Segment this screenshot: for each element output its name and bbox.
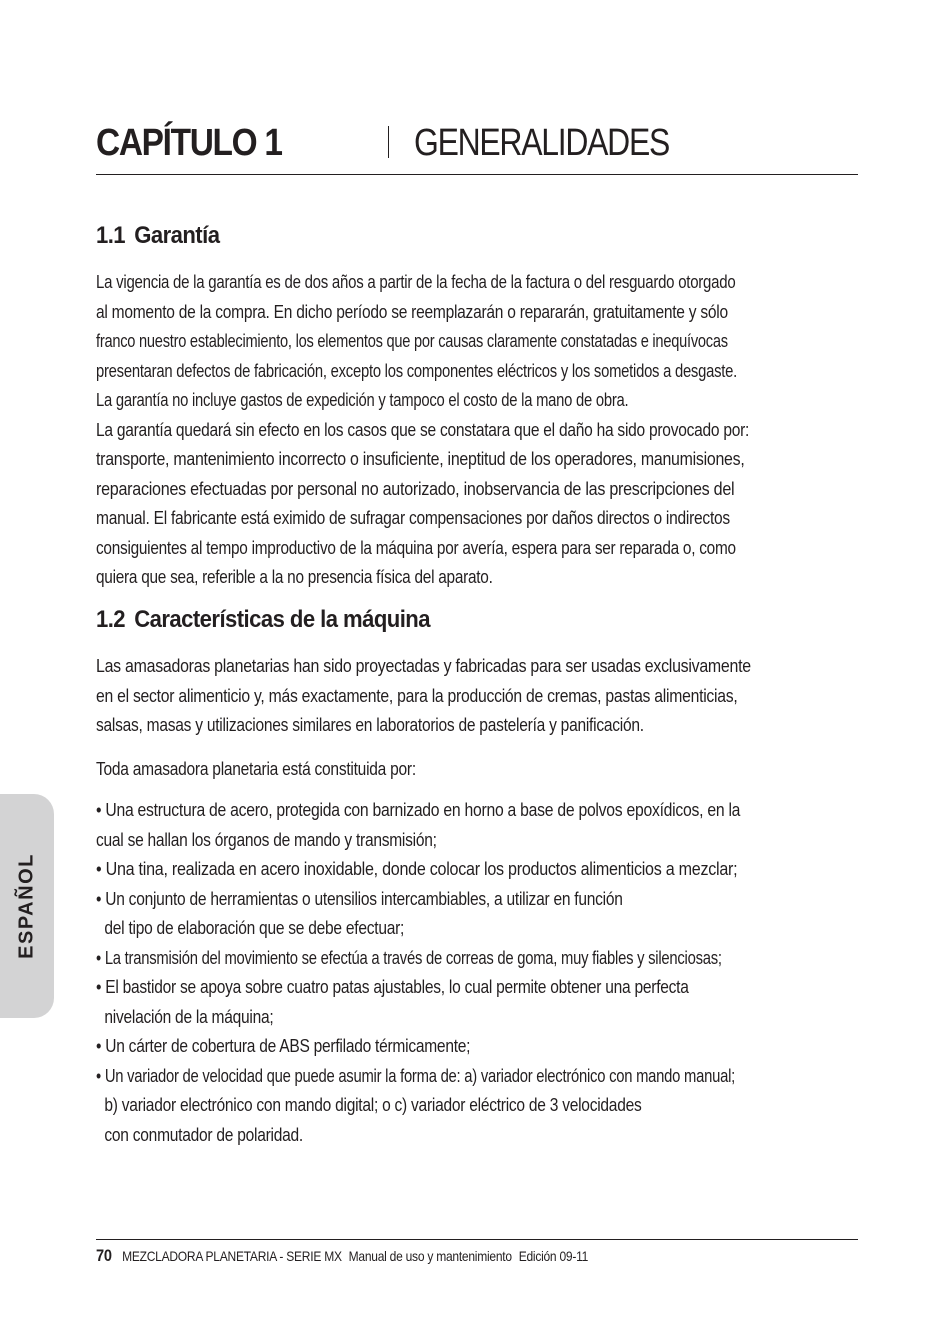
- language-tab-label: ESPAÑOL: [15, 853, 38, 959]
- text-line: Las amasadoras planetarias han sido proyectadas y fabricadas para ser usadas exclusivamente: [96, 655, 751, 676]
- caracteristicas-lead: [96, 754, 858, 784]
- caracteristicas-intro: [96, 651, 858, 740]
- section-heading-garantia: [96, 222, 219, 250]
- footer-edition: Edición 09-11: [518, 1248, 589, 1264]
- list-item: • El bastidor se apoya sobre cuatro patas ajustables, lo cual permite obtener una perfecta: [96, 976, 689, 997]
- list-item: • La transmisión del movimiento se efectúa a través de correas de goma, muy fiables y silenciosas;: [96, 946, 722, 968]
- text-line: presentaran defectos de fabricación, excepto los componentes eléctricos y los sometidos a desgaste.: [96, 359, 737, 381]
- chapter-label: CAPÍTULO 1: [96, 122, 282, 164]
- page-number: 70: [96, 1246, 112, 1265]
- page-footer: [96, 1239, 858, 1265]
- chapter-header: [96, 118, 858, 175]
- section-title: Garantía: [134, 222, 220, 249]
- text-line: manual. El fabricante está eximido de sufragar compensaciones por daños directos o indirectos: [96, 507, 730, 528]
- list-item-continuation: cual se hallan los órganos de mando y transmisión;: [96, 828, 437, 850]
- text-line: Toda amasadora planetaria está constituida por:: [96, 758, 416, 779]
- text-line: en el sector alimenticio y, más exactamente, para la producción de cremas, pastas alimenticias,: [96, 684, 738, 706]
- footer-product: MEZCLADORA PLANETARIA - SERIE MX: [122, 1248, 342, 1264]
- list-item-continuation: b) variador electrónico con mando digital; o c) variador eléctrico de 3 velocidades: [104, 1094, 642, 1115]
- text-line: La garantía quedará sin efecto en los casos que se constatara que el daño ha sido provocado por:: [96, 418, 750, 440]
- section-number: 1.2: [96, 606, 126, 633]
- list-item: • Una tina, realizada en acero inoxidable, donde colocar los productos alimenticios a mezclar;: [96, 858, 738, 879]
- text-line: transporte, mantenimiento incorrecto o insuficiente, ineptitud de los operadores, manumisiones,: [96, 448, 745, 469]
- list-item-continuation: del tipo de elaboración que se debe efectuar;: [104, 917, 405, 938]
- caracteristicas-list: [96, 795, 858, 1149]
- text-line: La garantía no incluye gastos de expedición y tampoco el costo de la mano de obra.: [96, 389, 629, 410]
- text-line: La vigencia de la garantía es de dos años a partir de la fecha de la factura o del resguardo otorgado: [96, 271, 736, 292]
- chapter-title: GENERALIDADES: [414, 122, 670, 164]
- section-heading-caracteristicas: [96, 606, 430, 634]
- list-item: • Un variador de velocidad que puede asumir la forma de: a) variador electrónico con mando manual;: [96, 1064, 735, 1086]
- garantia-paragraph: [96, 267, 858, 592]
- list-item-continuation: nivelación de la máquina;: [104, 1005, 274, 1027]
- footer-row: [96, 1246, 595, 1266]
- footer-manual: Manual de uso y mantenimiento: [348, 1248, 512, 1264]
- text-line: reparaciones efectuadas por personal no autorizado, inobservancia de las prescripciones del: [96, 477, 735, 499]
- text-line: salsas, masas y utilizaciones similares en laboratorios de pastelería y panificación.: [96, 714, 644, 735]
- list-item: • Un cárter de cobertura de ABS perfilado térmicamente;: [96, 1035, 471, 1056]
- chapter-divider: [388, 126, 389, 158]
- section-title: Características de la máquina: [134, 606, 430, 633]
- text-line: quiera que sea, referible a la no presencia física del aparato.: [96, 566, 493, 587]
- list-item-continuation: con conmutador de polaridad.: [104, 1123, 303, 1145]
- list-item: • Un conjunto de herramientas o utensilios intercambiables, a utilizar en función: [96, 887, 623, 909]
- list-item: • Una estructura de acero, protegida con barnizado en horno a base de polvos epoxídicos, en la: [96, 799, 741, 820]
- language-tab: [0, 794, 54, 1018]
- text-line: al momento de la compra. En dicho período se reemplazarán o repararán, gratuitamente y sólo: [96, 300, 728, 322]
- text-line: franco nuestro establecimiento, los elementos que por causas claramente constatadas e inequívocas: [96, 330, 728, 351]
- section-number: 1.1: [96, 222, 126, 249]
- text-line: consiguientes al tempo improductivo de la máquina por avería, espera para ser reparada o, como: [96, 536, 736, 558]
